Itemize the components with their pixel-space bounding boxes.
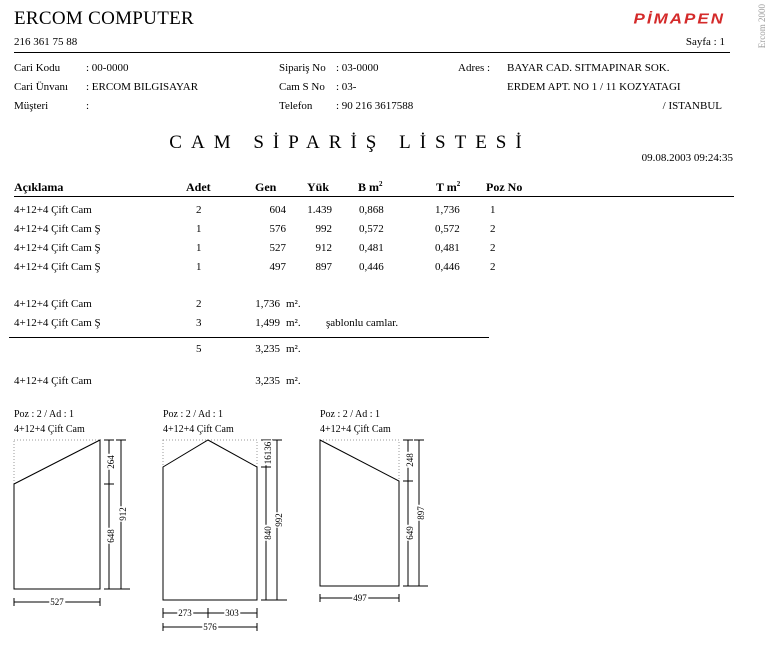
summary-area: 1,499 bbox=[255, 317, 280, 329]
summary-total-adet: 5 bbox=[196, 343, 202, 355]
cam-s-no-label: Cam S No bbox=[279, 81, 325, 93]
adres-line-1: BAYAR CAD. SITMAPINAR SOK. bbox=[507, 62, 670, 74]
summary-unit: m². bbox=[286, 298, 301, 310]
cari-unvani-label: Cari Ünvanı bbox=[14, 81, 69, 93]
dim-label: 264 bbox=[106, 455, 116, 469]
dim-label: 840 bbox=[263, 526, 273, 540]
adres-line-3: / ISTANBUL bbox=[662, 100, 722, 112]
brand-logo: PİMAPEN bbox=[633, 10, 725, 27]
cell-gen: 576 bbox=[269, 223, 286, 235]
drawing-3-label: 4+12+4 Çift Cam bbox=[320, 424, 391, 435]
cell-yuk: 1.439 bbox=[307, 204, 332, 216]
cell-adet: 1 bbox=[196, 223, 202, 235]
drawing-3-poz: Poz : 2 / Ad : 1 bbox=[320, 409, 381, 420]
cell-gen: 527 bbox=[269, 242, 286, 254]
cari-kodu-value: : 00-0000 bbox=[86, 62, 129, 74]
col-bm: B $m^2$ bbox=[358, 180, 383, 194]
dim-label: 527 bbox=[50, 597, 64, 607]
col-yuk: Yük bbox=[307, 180, 330, 194]
col-poz-no: Poz No bbox=[486, 180, 523, 194]
cari-unvani-value: : ERCOM BILGISAYAR bbox=[86, 81, 199, 93]
cell-tm: 0,572 bbox=[435, 223, 460, 235]
drawing-2-poz: Poz : 2 / Ad : 1 bbox=[163, 409, 224, 420]
dim-label: 992 bbox=[274, 513, 284, 527]
cell-poz: 1 bbox=[490, 204, 496, 216]
cari-kodu-label: Cari Kodu bbox=[14, 62, 61, 74]
dim-label: 303 bbox=[225, 608, 239, 618]
cell-poz: 2 bbox=[490, 261, 496, 273]
summary-adet: 3 bbox=[196, 317, 202, 329]
cell-aciklama: 4+12+4 Çift Cam Ş bbox=[14, 242, 101, 254]
cell-aciklama: 4+12+4 Çift Cam bbox=[14, 204, 92, 216]
cell-yuk: 897 bbox=[315, 261, 332, 273]
adres-label: Adres : bbox=[458, 62, 491, 74]
cell-adet: 1 bbox=[196, 242, 202, 254]
dim-label: 897 bbox=[416, 506, 426, 520]
cell-bm: 0,868 bbox=[359, 204, 384, 216]
cell-gen: 497 bbox=[269, 261, 286, 273]
telefon-label: Telefon bbox=[279, 100, 313, 112]
drawing-1-label: 4+12+4 Çift Cam bbox=[14, 424, 85, 435]
summary-unit: m². bbox=[286, 317, 301, 329]
cell-adet: 2 bbox=[196, 204, 202, 216]
drawing-2-label: 4+12+4 Çift Cam bbox=[163, 424, 234, 435]
summary-aciklama: 4+12+4 Çift Cam bbox=[14, 298, 92, 310]
company-phone: 216 361 75 88 bbox=[14, 36, 78, 48]
cell-bm: 0,446 bbox=[359, 261, 384, 273]
drawing-1-poz: Poz : 2 / Ad : 1 bbox=[14, 409, 75, 420]
cell-adet: 1 bbox=[196, 261, 202, 273]
dim-label: 648 bbox=[106, 529, 116, 543]
cell-poz: 2 bbox=[490, 223, 496, 235]
cell-poz: 2 bbox=[490, 242, 496, 254]
final-unit: m². bbox=[286, 375, 301, 387]
summary-note: şablonlu camlar. bbox=[326, 317, 399, 329]
final-area: 3,235 bbox=[255, 375, 280, 387]
cell-aciklama: 4+12+4 Çift Cam Ş bbox=[14, 261, 101, 273]
cell-tm: 0,446 bbox=[435, 261, 460, 273]
summary-adet: 2 bbox=[196, 298, 202, 310]
col-gen: Gen bbox=[255, 180, 277, 194]
cell-tm: 0,481 bbox=[435, 242, 460, 254]
page-number: Sayfa : 1 bbox=[685, 36, 725, 48]
cell-bm: 0,481 bbox=[359, 242, 384, 254]
dim-label: 912 bbox=[118, 507, 128, 521]
dim-label: 248 bbox=[405, 453, 415, 467]
cell-tm: 1,736 bbox=[435, 204, 460, 216]
cell-yuk: 992 bbox=[315, 223, 332, 235]
telefon-value: : 90 216 3617588 bbox=[336, 100, 414, 112]
summary-total-area: 3,235 bbox=[255, 343, 280, 355]
dim-label: 649 bbox=[405, 526, 415, 540]
dim-label: 497 bbox=[353, 593, 367, 603]
siparis-no-label: Sipariş No bbox=[279, 62, 326, 74]
col-aciklama: Açıklama bbox=[14, 180, 64, 194]
col-tm: T $m^2$ bbox=[436, 180, 461, 194]
musteri-value: : bbox=[86, 100, 90, 112]
summary-total-unit: m². bbox=[286, 343, 301, 355]
summary-area: 1,736 bbox=[255, 298, 280, 310]
dim-label: 576 bbox=[203, 622, 217, 632]
musteri-label: Müşteri bbox=[14, 100, 49, 112]
cam-s-no-value: : 03- bbox=[336, 81, 357, 93]
company-name: ERCOM COMPUTER bbox=[14, 8, 194, 29]
document-title: CAM SİPARİŞ LİSTESİ bbox=[169, 132, 531, 153]
cell-yuk: 912 bbox=[315, 242, 332, 254]
dim-label: 16136 bbox=[263, 441, 273, 465]
cell-bm: 0,572 bbox=[359, 223, 384, 235]
document-date: 09.08.2003 09:24:35 bbox=[641, 152, 733, 164]
dim-label: 273 bbox=[178, 608, 192, 618]
siparis-no-value: : 03-0000 bbox=[336, 62, 379, 74]
final-aciklama: 4+12+4 Çift Cam bbox=[14, 375, 92, 387]
cell-gen: 604 bbox=[269, 204, 286, 216]
cell-aciklama: 4+12+4 Çift Cam Ş bbox=[14, 223, 101, 235]
summary-aciklama: 4+12+4 Çift Cam Ş bbox=[14, 317, 101, 329]
adres-line-2: ERDEM APT. NO 1 / 11 KOZYATAGI bbox=[507, 81, 681, 93]
watermark: Ercom 2000 bbox=[757, 4, 767, 49]
col-adet: Adet bbox=[186, 180, 211, 194]
